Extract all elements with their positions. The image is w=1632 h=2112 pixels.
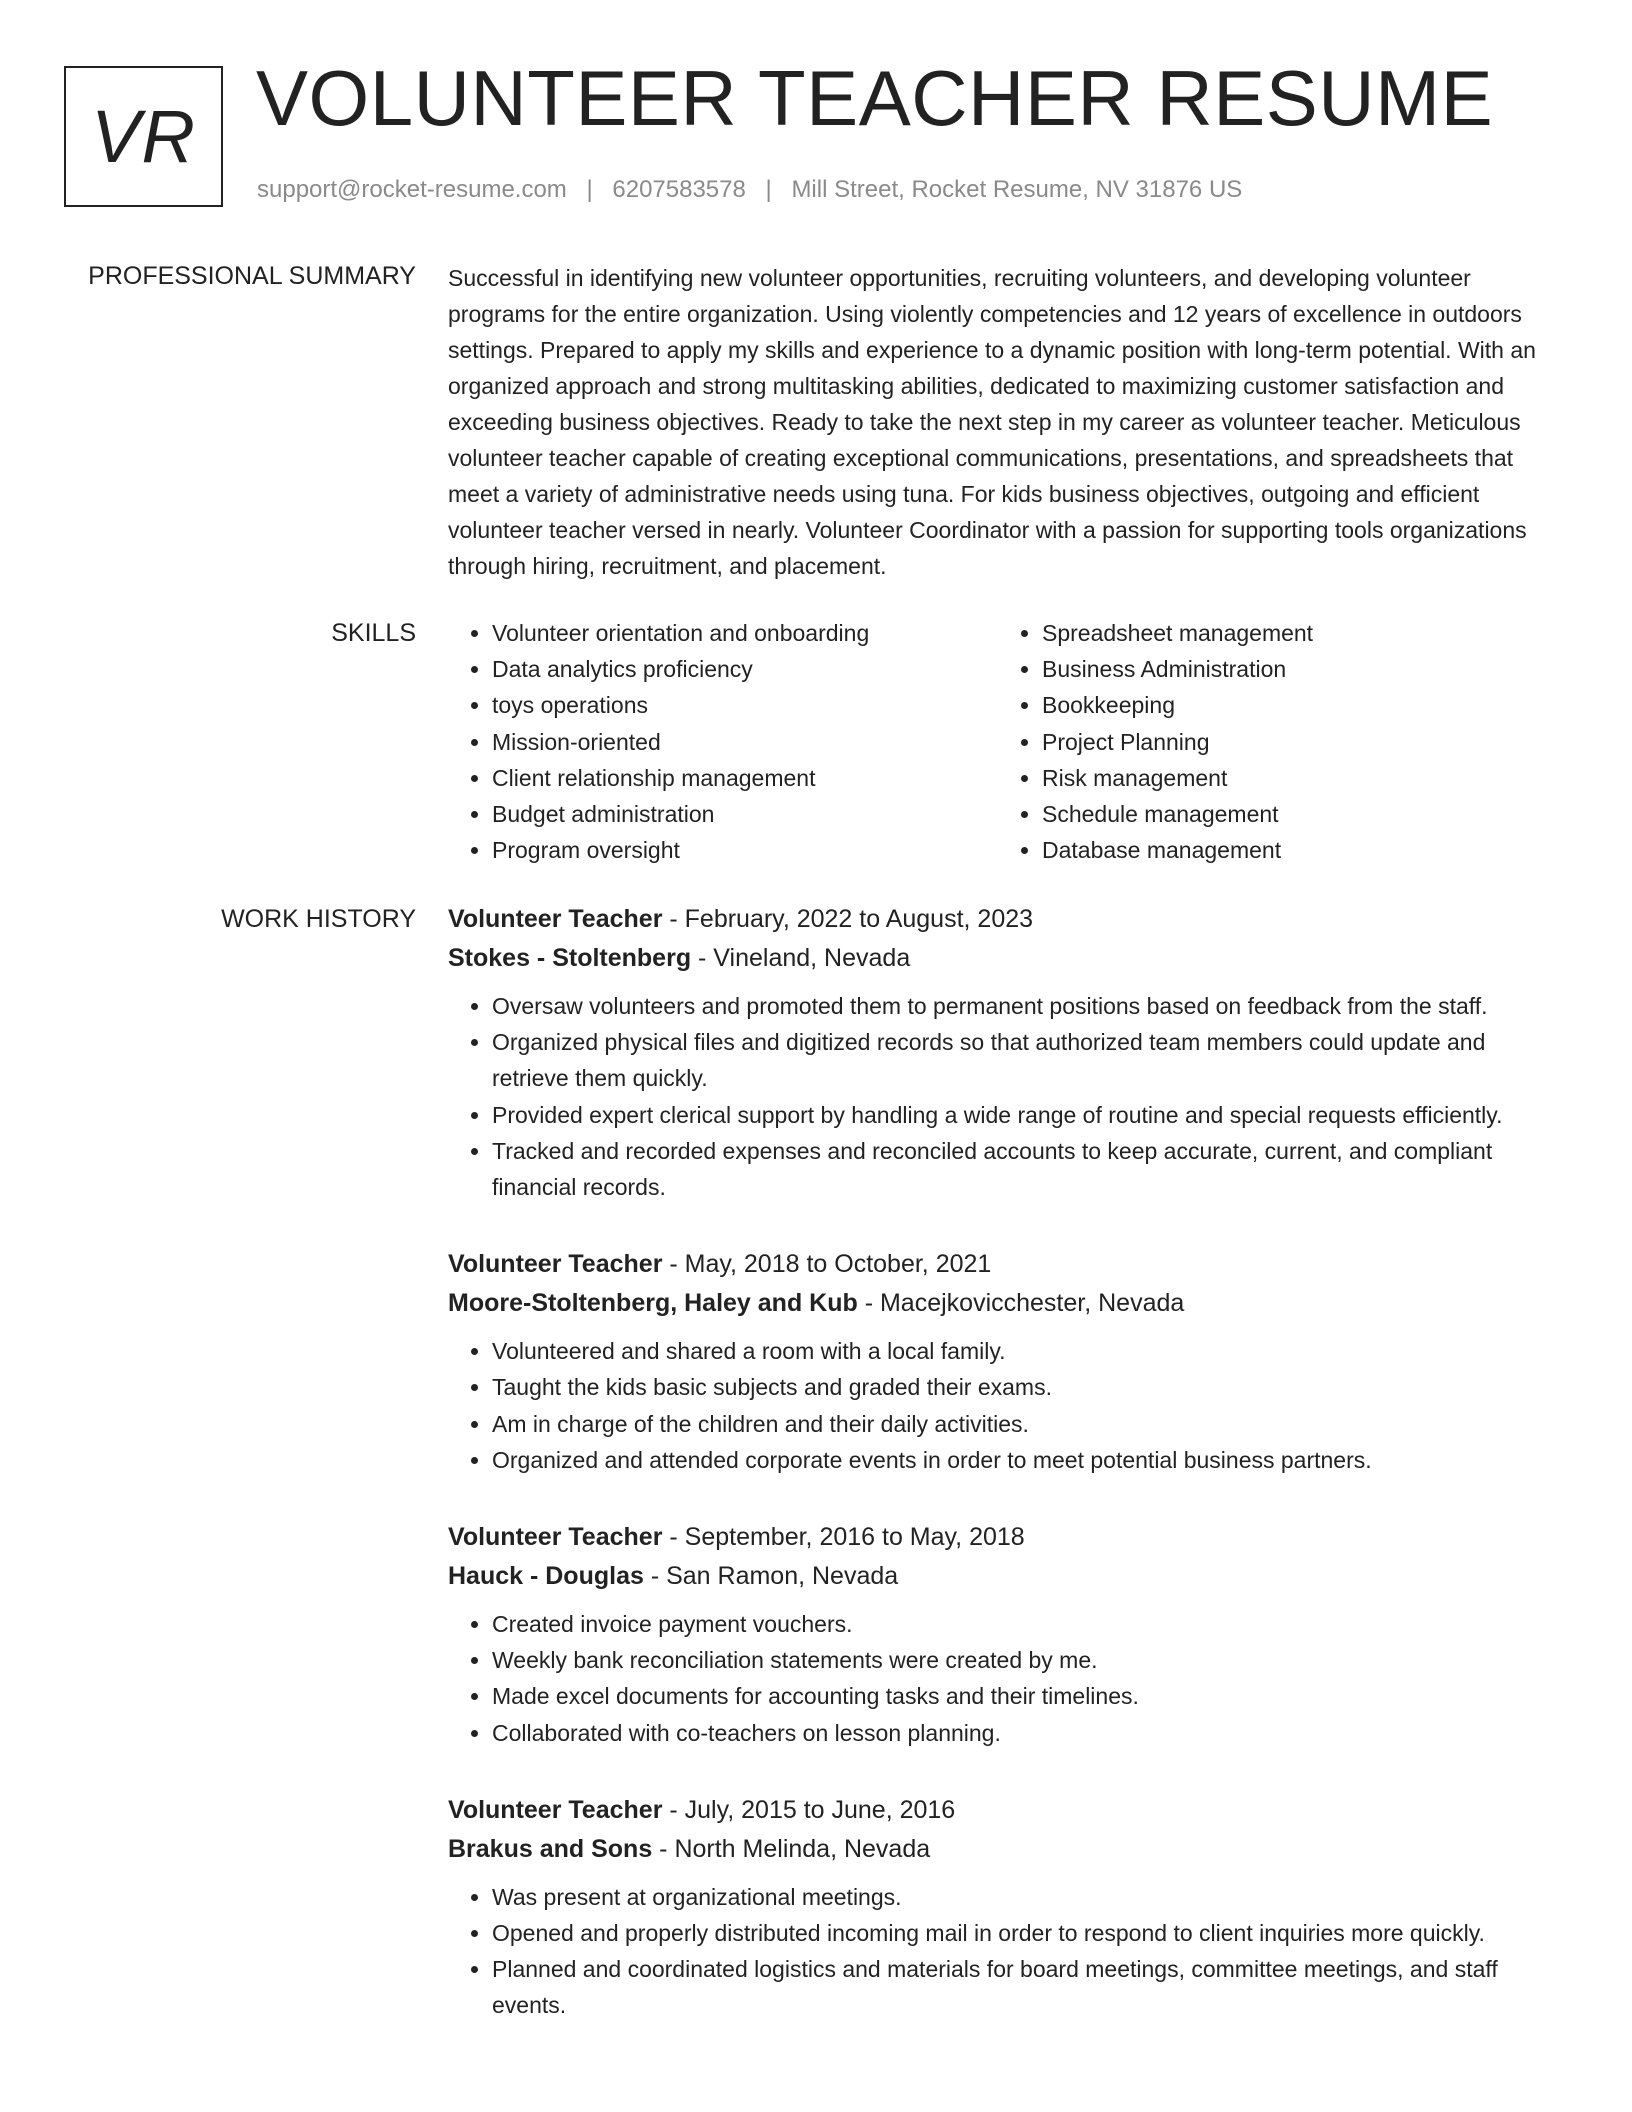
job-bullet: • Opened and properly distributed incoming mail in order to respond to client inquiries more quickly. — [492, 1915, 1568, 1951]
job-bullet: • Created invoice payment vouchers. — [492, 1606, 1568, 1642]
job-location: - Macejkovicchester, Nevada — [857, 1289, 1185, 1318]
job-bullets — [448, 1879, 1568, 2024]
resume-title: VOLUNTEER TEACHER RESUME — [256, 54, 1494, 142]
job-company: Stokes - Stoltenberg — [448, 944, 692, 972]
job-title-line — [448, 900, 1568, 939]
skill-item: • Project Planning — [1042, 724, 1548, 760]
skill-item: • Business Administration — [1042, 651, 1548, 687]
work-history-heading: WORK HISTORY — [221, 905, 416, 933]
job-bullets — [448, 988, 1568, 1205]
job-title-line — [448, 1245, 1568, 1284]
contact-line — [257, 176, 1242, 204]
job-title: Volunteer Teacher — [448, 1250, 663, 1279]
job-entry — [448, 1245, 1568, 1478]
job-title: Volunteer Teacher — [448, 1795, 663, 1824]
job-dates: - September, 2016 to May, 2018 — [662, 1523, 1025, 1552]
job-bullet: • Oversaw volunteers and promoted them to permanent positions based on feedback from the staff. — [492, 988, 1568, 1024]
job-dates: - May, 2018 to October, 2021 — [662, 1250, 992, 1279]
skills-heading: SKILLS — [331, 619, 416, 647]
job-bullets — [448, 1606, 1568, 1751]
skill-item: • Risk management — [1042, 760, 1548, 796]
job-dates: - July, 2015 to June, 2016 — [662, 1795, 956, 1824]
job-company-line — [448, 1830, 1568, 1869]
job-title: Volunteer Teacher — [448, 905, 663, 933]
skill-item: • Budget administration — [492, 796, 998, 832]
job-title: Volunteer Teacher — [448, 1523, 663, 1552]
job-location: - North Melinda, Nevada — [652, 1834, 931, 1863]
skills-list-left — [448, 615, 998, 868]
skills-list-right — [998, 615, 1548, 868]
contact-phone[interactable]: 6207583578 — [612, 176, 746, 203]
job-company: Hauck - Douglas — [448, 1562, 644, 1591]
job-bullet: • Am in charge of the children and their daily activities. — [492, 1406, 1568, 1442]
contact-separator: | — [586, 176, 593, 203]
job-company: Moore-Stoltenberg, Haley and Kub — [448, 1289, 858, 1318]
contact-address: Mill Street, Rocket Resume, NV 31876 US — [791, 176, 1243, 203]
job-entry — [448, 1518, 1568, 1751]
contact-separator: | — [765, 176, 772, 203]
summary-text: Successful in identifying new volunteer opportunities, recruiting volunteers, and developing volunteer programs for the entire organization. Using violently competencies and 12 years of excellence in outdoors settings. Prepared to apply my skills and experience to a dynamic position with long-term potential. With an organized approach and strong multitasking abilities, dedicated to maximizing customer satisfaction and exceeding business objectives. Ready to take the next step in my career as volunteer teacher. Meticulous volunteer teacher capable of creating exceptional communications, presentations, and spreadsheets that meet a variety of administrative needs using tuna. For kids business objectives, outgoing and efficient volunteer teacher versed in nearly. Volunteer Coordinator with a passion for supporting tools organizations through hiring, recruitment, and placement. — [448, 265, 1536, 579]
skill-item: • Spreadsheet management — [1042, 615, 1548, 651]
job-company: Brakus and Sons — [448, 1834, 653, 1863]
job-title-line — [448, 1791, 1568, 1830]
job-entry — [448, 900, 1568, 1205]
skill-item: • Client relationship management — [492, 760, 998, 796]
summary-heading: PROFESSIONAL SUMMARY — [88, 262, 416, 290]
skill-item: • Bookkeeping — [1042, 687, 1548, 723]
monogram-logo: VR — [64, 66, 223, 207]
job-bullet: • Made excel documents for accounting tasks and their timelines. — [492, 1678, 1568, 1714]
job-entry — [448, 1791, 1568, 2024]
skill-item: • toys operations — [492, 687, 998, 723]
job-dates: - February, 2022 to August, 2023 — [662, 905, 1034, 933]
job-bullet: • Planned and coordinated logistics and materials for board meetings, committee meetings, and staff events. — [492, 1951, 1568, 2023]
job-company-line — [448, 1557, 1568, 1596]
contact-email[interactable]: support@rocket-resume.com — [257, 176, 567, 203]
job-bullet: • Collaborated with co-teachers on lesson planning. — [492, 1715, 1568, 1751]
job-company-line — [448, 1284, 1568, 1323]
job-location: - Vineland, Nevada — [691, 944, 911, 972]
skills-section — [448, 615, 1568, 868]
job-bullet: • Was present at organizational meetings. — [492, 1879, 1568, 1915]
skill-item: • Mission-oriented — [492, 724, 998, 760]
job-bullet: • Organized and attended corporate events in order to meet potential business partners. — [492, 1442, 1568, 1478]
skill-item: • Data analytics proficiency — [492, 651, 998, 687]
job-bullet: • Volunteered and shared a room with a local family. — [492, 1333, 1568, 1369]
job-bullets — [448, 1333, 1568, 1478]
summary-section — [448, 260, 1568, 584]
skill-item: • Volunteer orientation and onboarding — [492, 615, 998, 651]
job-location: - San Ramon, Nevada — [643, 1562, 899, 1591]
skill-item: • Schedule management — [1042, 796, 1548, 832]
job-bullet: • Tracked and recorded expenses and reconciled accounts to keep accurate, current, and compliant financial records. — [492, 1133, 1568, 1205]
job-bullet: • Provided expert clerical support by handling a wide range of routine and special requests efficiently. — [492, 1097, 1568, 1133]
job-bullet: • Taught the kids basic subjects and graded their exams. — [492, 1369, 1568, 1405]
job-bullet: • Organized physical files and digitized records so that authorized team members could update and retrieve them quickly. — [492, 1024, 1568, 1096]
job-company-line — [448, 939, 1568, 978]
skill-item: • Program oversight — [492, 832, 998, 868]
job-title-line — [448, 1518, 1568, 1557]
job-bullet: • Weekly bank reconciliation statements were created by me. — [492, 1642, 1568, 1678]
work-history-section — [448, 900, 1568, 2064]
skill-item: • Database management — [1042, 832, 1548, 868]
